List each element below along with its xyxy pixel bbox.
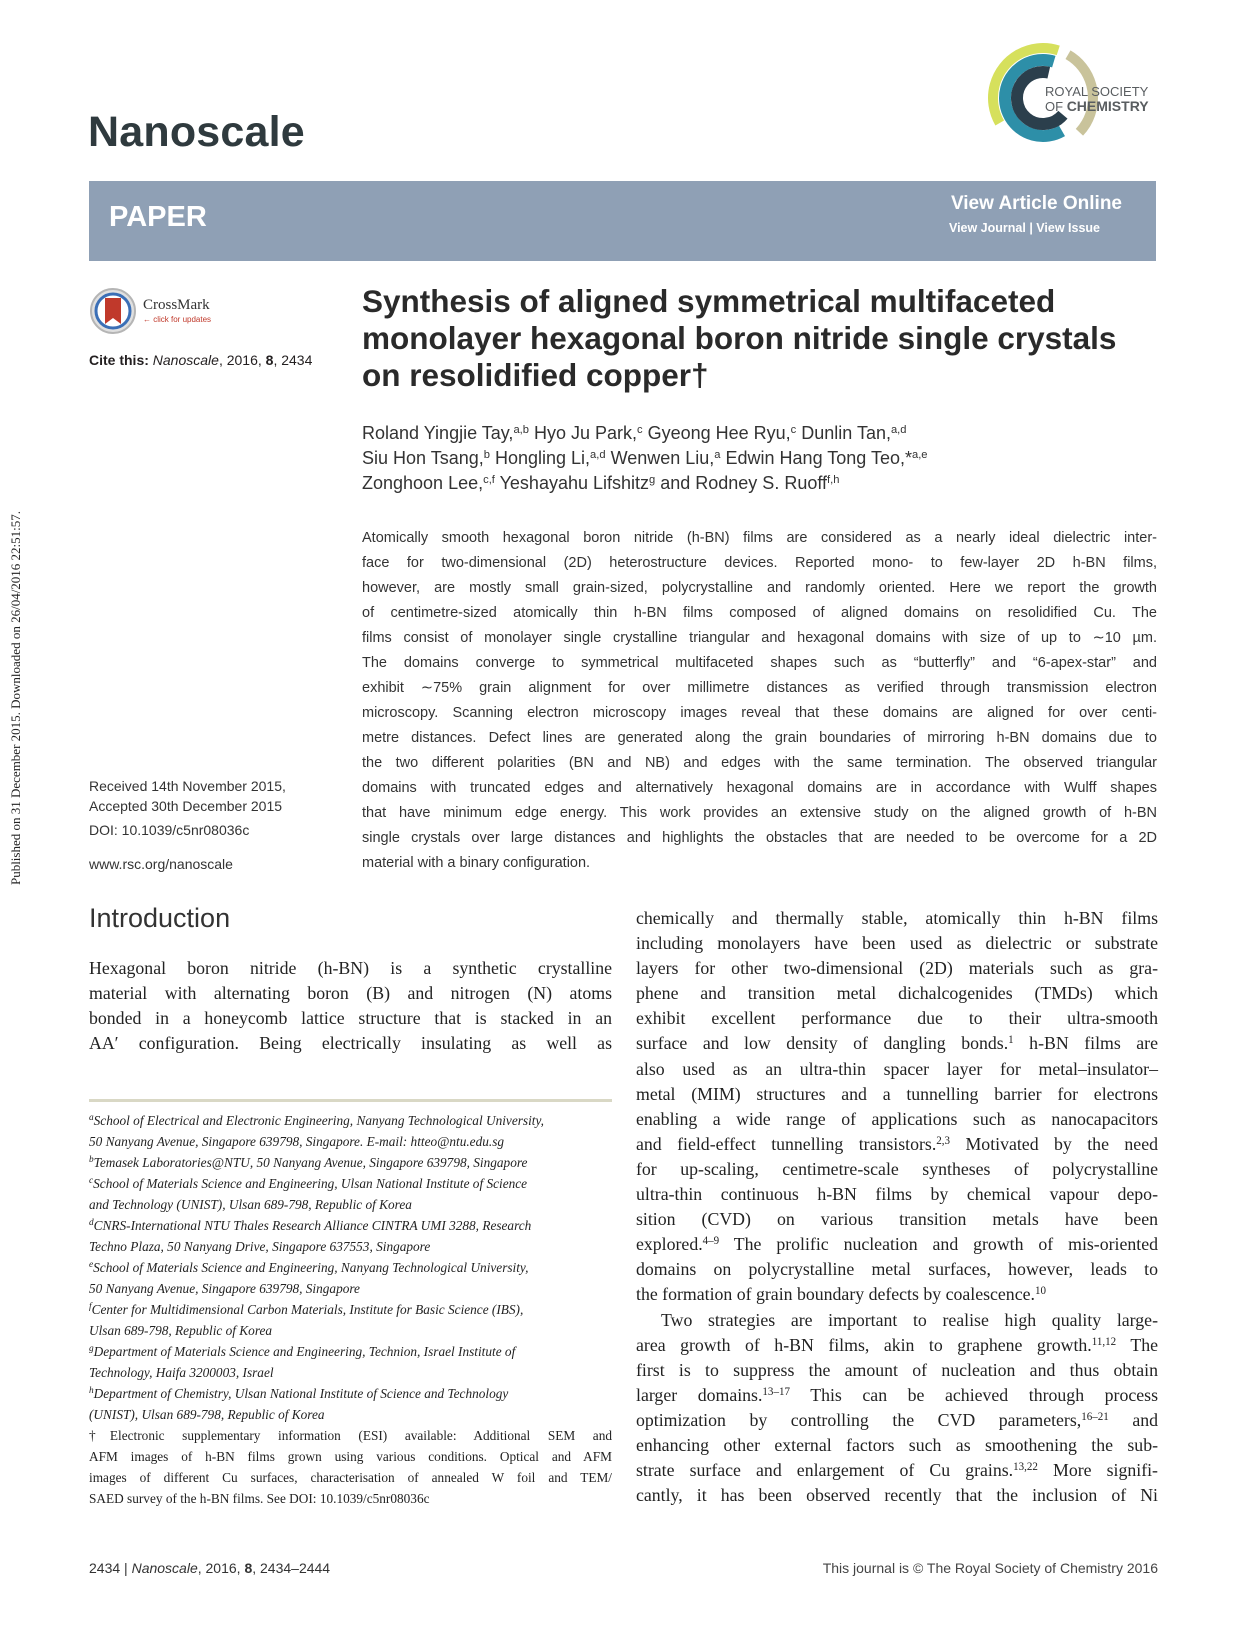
body-text: strate surface and enlargement of Cu grains. bbox=[636, 1460, 1014, 1481]
body-text: optimization by controlling the CVD parameters, bbox=[636, 1409, 1082, 1430]
body-text-line: AA′ configuration. Being electrically insulating as well as bbox=[89, 1033, 612, 1054]
download-stamp bbox=[4, 458, 28, 938]
body-text-line bbox=[636, 1182, 1158, 1207]
author-list bbox=[362, 421, 1152, 496]
body-text-line bbox=[636, 1383, 1158, 1408]
esi-note-line: †Electronic supplementary information (ESI) available: Additional SEM and bbox=[89, 1428, 612, 1443]
crossmark-icon bbox=[89, 287, 137, 335]
reference-citation: 2,3 bbox=[936, 1134, 951, 1147]
body-text: the formation of grain boundary defects by coalescence. bbox=[636, 1284, 1035, 1305]
page-footer-left bbox=[89, 1560, 330, 1576]
author-name: Siu Hon Tsang, bbox=[362, 448, 484, 468]
abstract-line: domains with truncated edges and alternatively hexagonal domains are in accordance with Wulff shapes bbox=[362, 780, 1157, 796]
reference-citation: 13,22 bbox=[1013, 1461, 1038, 1473]
author-line bbox=[362, 471, 1152, 496]
body-text-line bbox=[636, 1031, 1158, 1056]
rsc-logo-line1: ROYAL SOCIETY bbox=[1045, 84, 1149, 99]
author-name: Roland Yingjie Tay, bbox=[362, 423, 514, 443]
affiliation-line bbox=[89, 1383, 612, 1404]
footer-year: , 2016, bbox=[197, 1560, 245, 1576]
journal-url[interactable]: www.rsc.org/nanoscale bbox=[89, 856, 233, 872]
body-text-line bbox=[636, 906, 1158, 931]
abstract bbox=[362, 526, 1157, 876]
abstract-line: material with a binary configuration. bbox=[362, 855, 591, 871]
affiliation-mark: g bbox=[89, 1343, 94, 1354]
abstract-line: however, are mostly small grain-sized, polycrystalline and randomly oriented. Here we report the growth bbox=[362, 580, 1157, 596]
abstract-line: microscopy. Scanning electron microscopy images reveal that these domains are aligned for over centi- bbox=[362, 705, 1157, 721]
body-text: larger domains. bbox=[636, 1384, 763, 1405]
author-affiliation-mark: a,e bbox=[912, 448, 928, 461]
body-text-line: bonded in a honeycomb lattice structure that is stacked in an bbox=[89, 1008, 612, 1029]
received-dates bbox=[89, 776, 286, 816]
footnotes bbox=[89, 1110, 612, 1509]
cite-page: , 2434 bbox=[273, 352, 313, 368]
author-name: Dunlin Tan, bbox=[796, 423, 891, 443]
abstract-line: metre distances. Defect lines are generated along the grain boundaries of mirroring h-BN domains due to bbox=[362, 730, 1157, 746]
body-text: and bbox=[1108, 1409, 1158, 1430]
affiliation-text: 50 Nanyang Avenue, Singapore 639798, Singapore bbox=[89, 1281, 360, 1296]
affiliation-text: Techno Plaza, 50 Nanyang Drive, Singapore 637553, Singapore bbox=[89, 1239, 431, 1254]
doi[interactable]: DOI: 10.1039/c5nr08036c bbox=[89, 822, 250, 838]
body-text-line bbox=[636, 1308, 1158, 1333]
esi-note-line: images of different Cu surfaces, characterisation of annealed W foil and TEM/ bbox=[89, 1470, 612, 1485]
affiliation-line bbox=[89, 1257, 612, 1278]
intro-left-column bbox=[89, 956, 612, 1056]
view-journal-link[interactable]: View Journal bbox=[948, 221, 1026, 235]
affiliation-mark: a bbox=[89, 1112, 94, 1123]
body-text-line bbox=[636, 1408, 1158, 1433]
body-text-line: material with alternating boron (B) and nitrogen (N) atoms bbox=[89, 983, 612, 1004]
body-text: surface and low density of dangling bonds. bbox=[636, 1033, 1009, 1054]
article-banner bbox=[89, 181, 1156, 261]
affiliation-line bbox=[89, 1173, 612, 1194]
body-text: The bbox=[1116, 1334, 1158, 1355]
author-affiliation-mark: a bbox=[714, 448, 721, 461]
crossmark-sub: ← click for updates bbox=[143, 315, 212, 324]
title-line: Synthesis of aligned symmetrical multifaceted bbox=[362, 283, 1056, 319]
crossmark-label: CrossMark bbox=[143, 297, 210, 313]
page-number: 2434 bbox=[89, 1560, 121, 1576]
author-line bbox=[362, 421, 1152, 446]
affiliation-text: Temasek Laboratories@NTU, 50 Nanyang Avenue, Singapore 639798, Singapore bbox=[93, 1155, 528, 1170]
reference-citation: 10 bbox=[1034, 1285, 1046, 1298]
affiliation-line bbox=[89, 1320, 612, 1341]
reference-citation: 13–17 bbox=[762, 1385, 790, 1398]
affiliation-text: School of Electrical and Electronic Engineering, Nanyang Technological University, bbox=[93, 1113, 544, 1128]
cite-volume: 8 bbox=[265, 352, 274, 368]
body-text: cantly, it has been observed recently that the inclusion of Ni bbox=[636, 1485, 1158, 1506]
article-title bbox=[362, 283, 1162, 394]
author-affiliation-mark: a,d bbox=[590, 448, 606, 461]
body-text: area growth of h-BN films, akin to graphene growth. bbox=[636, 1334, 1092, 1355]
cite-journal: Nanoscale bbox=[152, 352, 219, 368]
body-text: sition (CVD) on various transition metals have been bbox=[636, 1209, 1158, 1230]
affiliation-text: Department of Materials Science and Engineering, Technion, Israel Institute of bbox=[93, 1344, 516, 1359]
body-text-line bbox=[636, 1358, 1158, 1383]
abstract-line: single crystals over large distances and highlights the obstacles that are needed to be overcome for a 2D bbox=[362, 830, 1157, 846]
body-text: Two strategies are important to realise high quality large- bbox=[661, 1309, 1158, 1330]
body-text: enhancing other external factors such as smoothening the sub- bbox=[636, 1434, 1158, 1455]
affiliation-line bbox=[89, 1341, 612, 1362]
affiliation-mark: d bbox=[89, 1217, 94, 1228]
intro-right-column bbox=[636, 906, 1158, 1508]
abstract-line: exhibit ∼75% grain alignment for over millimetre distances as verified through transmission electron bbox=[362, 680, 1157, 696]
affiliation-line bbox=[89, 1131, 612, 1152]
affiliation-line bbox=[89, 1215, 612, 1236]
journal-title: Nanoscale bbox=[88, 108, 305, 156]
accepted-date: Accepted 30th December 2015 bbox=[89, 798, 283, 814]
affiliation-line bbox=[89, 1152, 612, 1173]
body-text: h-BN films are bbox=[1013, 1033, 1158, 1054]
abstract-line: that have minimum edge energy. This work provides an extensive study on the aligned growth of h-BN bbox=[362, 805, 1157, 821]
body-text-line bbox=[636, 1157, 1158, 1182]
affiliation-text: and Technology (UNIST), Ulsan 689-798, Republic of Korea bbox=[89, 1197, 412, 1212]
body-text: metal (MIM) structures and a tunnelling barrier for electrons bbox=[636, 1083, 1158, 1104]
footer-separator: | bbox=[120, 1560, 132, 1576]
rsc-logo-line2-prefix: OF bbox=[1045, 99, 1064, 114]
cite-year: , 2016, bbox=[218, 352, 266, 368]
body-text-line bbox=[636, 1257, 1158, 1282]
body-text-line bbox=[636, 981, 1158, 1006]
affiliation-line bbox=[89, 1236, 612, 1257]
body-text-line bbox=[636, 1433, 1158, 1458]
body-text: enabling a wide range of applications such as nanocapacitors bbox=[636, 1108, 1158, 1129]
author-name: Hyo Ju Park, bbox=[528, 423, 637, 443]
author-name: Wenwen Liu, bbox=[605, 448, 715, 468]
affiliation-line bbox=[89, 1362, 612, 1383]
author-affiliation-mark: g bbox=[649, 473, 656, 486]
view-issue-link[interactable]: View Issue bbox=[1036, 221, 1100, 235]
body-text-line: Hexagonal boron nitride (h-BN) is a synthetic crystalline bbox=[89, 958, 612, 978]
body-text: ultra-thin continuous h-BN films by chemical vapour depo- bbox=[636, 1184, 1158, 1205]
banner-links bbox=[949, 221, 1100, 235]
author-name: Gyeong Hee Ryu, bbox=[642, 423, 791, 443]
body-text-line bbox=[636, 1006, 1158, 1031]
author-name: Zonghoon Lee, bbox=[362, 473, 484, 493]
reference-citation: 1 bbox=[1008, 1034, 1014, 1047]
body-text-line bbox=[636, 1232, 1158, 1257]
affiliation-text: Center for Multidimensional Carbon Materials, Institute for Basic Science (IBS), bbox=[91, 1302, 524, 1317]
abstract-line: face for two-dimensional (2D) heterostructure devices. Reported mono- to few-layer 2D h-BN films, bbox=[362, 555, 1157, 571]
affiliation-text: Ulsan 689-798, Republic of Korea bbox=[89, 1323, 273, 1338]
body-text: explored. bbox=[636, 1234, 703, 1255]
author-line bbox=[362, 446, 1152, 471]
body-text: exhibit excellent performance due to their ultra-smooth bbox=[636, 1008, 1158, 1029]
affiliation-text: 50 Nanyang Avenue, Singapore 639798, Singapore. E-mail: htteo@ntu.edu.sg bbox=[89, 1134, 505, 1149]
author-affiliation-mark: c,f bbox=[483, 473, 495, 486]
author-affiliation-mark: a,d bbox=[890, 423, 907, 436]
body-text: domains on polycrystalline metal surfaces, however, leads to bbox=[636, 1259, 1158, 1280]
affiliation-line bbox=[89, 1278, 612, 1299]
affiliation-mark: f bbox=[89, 1301, 92, 1312]
footer-volume: 8 bbox=[244, 1560, 253, 1576]
body-text: first is to suppress the amount of nucleation and thus obtain bbox=[636, 1359, 1158, 1380]
author-affiliation-mark: c bbox=[790, 423, 797, 436]
body-text: This can be achieved through process bbox=[789, 1384, 1158, 1405]
download-stamp-text: Published on 31 December 2015. Downloaded on 26/04/2016 22:51:57. bbox=[8, 510, 23, 886]
reference-citation: 11,12 bbox=[1091, 1335, 1117, 1348]
body-text-line bbox=[636, 1107, 1158, 1132]
body-text-line bbox=[636, 1132, 1158, 1157]
view-article-online-link[interactable]: View Article Online bbox=[950, 193, 1122, 214]
body-text: including monolayers have been used as dielectric or substrate bbox=[636, 933, 1158, 954]
reference-citation: 4–9 bbox=[702, 1235, 720, 1248]
author-affiliation-mark: b bbox=[483, 448, 490, 461]
body-text-line bbox=[636, 1207, 1158, 1232]
title-line: on resolidified copper† bbox=[362, 357, 709, 393]
affiliation-text: School of Materials Science and Engineering, Ulsan National Institute of Science bbox=[93, 1176, 528, 1191]
article-type-label: PAPER bbox=[109, 201, 207, 233]
received-date: Received 14th November 2015, bbox=[89, 778, 286, 794]
copyright-notice: This journal is © The Royal Society of Chemistry 2016 bbox=[822, 1560, 1158, 1576]
body-text: also used as an ultra-thin spacer layer for metal–insulator– bbox=[636, 1058, 1158, 1079]
body-text-line bbox=[636, 1057, 1158, 1082]
esi-note-line: AFM images of h-BN films grown using various conditions. Optical and AFM bbox=[89, 1449, 612, 1464]
cite-label: Cite this: bbox=[89, 352, 149, 368]
body-text: layers for other two-dimensional (2D) materials such as gra- bbox=[636, 958, 1158, 979]
rsc-logo bbox=[985, 40, 1173, 156]
affiliation-line bbox=[89, 1404, 612, 1425]
author-affiliation-mark: f,h bbox=[827, 473, 840, 486]
affiliation-mark: e bbox=[89, 1259, 94, 1270]
banner-separator: | bbox=[1025, 221, 1037, 235]
body-text: More signifi- bbox=[1037, 1460, 1158, 1481]
crossmark-sub-text: click for updates bbox=[153, 315, 212, 324]
abstract-line: The domains converge to symmetrical multifaceted shapes such as “butterfly” and “6-apex-star” and bbox=[362, 655, 1157, 671]
body-text-line bbox=[636, 1082, 1158, 1107]
rsc-logo-line2-bold: CHEMISTRY bbox=[1066, 98, 1149, 114]
affiliation-line bbox=[89, 1110, 612, 1131]
footnote-divider bbox=[89, 1099, 612, 1102]
body-text: The prolific nucleation and growth of mis-oriented bbox=[719, 1234, 1158, 1255]
crossmark-badge[interactable] bbox=[89, 287, 249, 337]
affiliation-line bbox=[89, 1299, 612, 1320]
author-affiliation-mark: c bbox=[637, 423, 643, 436]
affiliation-text: CNRS-International NTU Thales Research Alliance CINTRA UMI 3288, Research bbox=[93, 1218, 532, 1233]
affiliation-text: (UNIST), Ulsan 689-798, Republic of Korea bbox=[89, 1407, 325, 1422]
body-text: and field-effect tunnelling transistors. bbox=[636, 1133, 937, 1154]
footer-pages: , 2434–2444 bbox=[252, 1560, 331, 1576]
citation-line bbox=[89, 352, 312, 368]
abstract-line: films consist of monolayer single crystalline triangular and hexagonal domains with size of up to ∼10 µm. bbox=[362, 630, 1157, 646]
affiliation-line bbox=[89, 1194, 612, 1215]
author-name: and Rodney S. Ruoff bbox=[655, 473, 828, 493]
reference-citation: 16–21 bbox=[1081, 1410, 1109, 1423]
author-name: Hongling Li, bbox=[489, 448, 591, 468]
affiliation-text: Department of Chemistry, Ulsan National Institute of Science and Technology bbox=[93, 1386, 509, 1401]
body-text-line bbox=[636, 1282, 1158, 1307]
body-text: phene and transition metal dichalcogenides (TMDs) which bbox=[636, 983, 1158, 1004]
body-text-line bbox=[636, 1333, 1158, 1358]
affiliation-text: School of Materials Science and Engineering, Nanyang Technological University, bbox=[93, 1260, 529, 1275]
body-text: for up-scaling, centimetre-scale syntheses of polycrystalline bbox=[636, 1158, 1158, 1179]
section-heading-introduction: Introduction bbox=[89, 903, 231, 933]
body-text: chemically and thermally stable, atomically thin h-BN films bbox=[636, 908, 1158, 928]
body-text-line bbox=[636, 931, 1158, 956]
title-line: monolayer hexagonal boron nitride single crystals bbox=[362, 320, 1117, 356]
affiliation-mark: b bbox=[89, 1154, 94, 1165]
author-name: Edwin Hang Tong Teo,* bbox=[720, 448, 912, 468]
affiliation-mark: c bbox=[89, 1175, 94, 1186]
rsc-logo-wordmark bbox=[1045, 85, 1149, 114]
affiliation-text: Technology, Haifa 3200003, Israel bbox=[89, 1365, 274, 1380]
author-affiliation-mark: a,b bbox=[513, 423, 529, 436]
abstract-line: Atomically smooth hexagonal boron nitride (h-BN) films are considered as a nearly ideal dielectric inter- bbox=[362, 530, 1157, 546]
esi-note-line: SAED survey of the h-BN films. See DOI: 10.1039/c5nr08036c bbox=[89, 1491, 430, 1506]
affiliation-mark: h bbox=[89, 1385, 94, 1396]
author-name: Yeshayahu Lifshitz bbox=[494, 473, 650, 493]
footer-journal: Nanoscale bbox=[131, 1560, 198, 1576]
abstract-line: the two different polarities (BN and NB) and edges with the same termination. The observed triangular bbox=[362, 755, 1157, 771]
body-text-line bbox=[636, 956, 1158, 981]
body-text-line bbox=[636, 1458, 1158, 1483]
body-text-line bbox=[636, 1483, 1158, 1508]
body-text: Motivated by the need bbox=[950, 1133, 1158, 1154]
abstract-line: of centimetre-sized atomically thin h-BN films composed of aligned domains on resolidified Cu. The bbox=[362, 605, 1157, 621]
